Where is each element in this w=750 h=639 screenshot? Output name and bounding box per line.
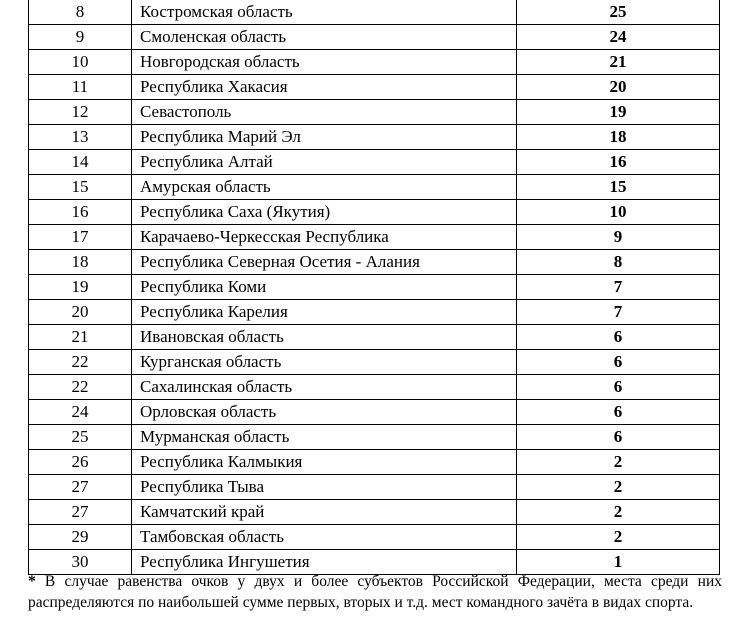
table-row: [29, 375, 720, 400]
place-cell: 30: [29, 550, 132, 575]
points-cell: 20: [517, 75, 720, 100]
region-cell: Курганская область: [132, 350, 517, 375]
ranking-table-container: [28, 0, 720, 575]
footnote-marker: *: [28, 573, 36, 590]
table-row: [29, 175, 720, 200]
table-row: [29, 25, 720, 50]
points-cell: 24: [517, 25, 720, 50]
footnote: [28, 572, 722, 613]
points-cell: 7: [517, 275, 720, 300]
points-cell: 2: [517, 525, 720, 550]
region-cell: Мурманская область: [132, 425, 517, 450]
points-cell: 6: [517, 350, 720, 375]
region-cell: Карачаево-Черкесская Республика: [132, 225, 517, 250]
region-cell: Республика Алтай: [132, 150, 517, 175]
place-cell: 8: [29, 0, 132, 25]
region-cell: Республика Карелия: [132, 300, 517, 325]
place-cell: 15: [29, 175, 132, 200]
region-cell: Тамбовская область: [132, 525, 517, 550]
place-cell: 17: [29, 225, 132, 250]
points-cell: 19: [517, 100, 720, 125]
region-cell: Республика Хакасия: [132, 75, 517, 100]
points-cell: 6: [517, 325, 720, 350]
table-row: [29, 150, 720, 175]
region-cell: Республика Калмыкия: [132, 450, 517, 475]
table-row: [29, 400, 720, 425]
points-cell: 18: [517, 125, 720, 150]
place-cell: 27: [29, 475, 132, 500]
table-row: [29, 350, 720, 375]
points-cell: 10: [517, 200, 720, 225]
points-cell: 25: [517, 0, 720, 25]
table-row: [29, 0, 720, 25]
points-cell: 6: [517, 400, 720, 425]
place-cell: 10: [29, 50, 132, 75]
region-cell: Республика Тыва: [132, 475, 517, 500]
points-cell: 6: [517, 375, 720, 400]
place-cell: 22: [29, 350, 132, 375]
place-cell: 29: [29, 525, 132, 550]
place-cell: 27: [29, 500, 132, 525]
table-row: [29, 325, 720, 350]
table-row: [29, 500, 720, 525]
table-row: [29, 550, 720, 575]
region-cell: Республика Саха (Якутия): [132, 200, 517, 225]
region-cell: Камчатский край: [132, 500, 517, 525]
points-cell: 9: [517, 225, 720, 250]
table-row: [29, 275, 720, 300]
place-cell: 13: [29, 125, 132, 150]
region-cell: Сахалинская область: [132, 375, 517, 400]
place-cell: 14: [29, 150, 132, 175]
region-cell: Республика Ингушетия: [132, 550, 517, 575]
place-cell: 11: [29, 75, 132, 100]
table-row: [29, 300, 720, 325]
points-cell: 16: [517, 150, 720, 175]
table-row: [29, 125, 720, 150]
ranking-table-body: [29, 0, 720, 575]
region-cell: Орловская область: [132, 400, 517, 425]
table-row: [29, 525, 720, 550]
points-cell: 1: [517, 550, 720, 575]
place-cell: 21: [29, 325, 132, 350]
place-cell: 9: [29, 25, 132, 50]
region-cell: Костромская область: [132, 0, 517, 25]
region-cell: Республика Северная Осетия - Алания: [132, 250, 517, 275]
place-cell: 12: [29, 100, 132, 125]
points-cell: 2: [517, 450, 720, 475]
points-cell: 6: [517, 425, 720, 450]
table-row: [29, 225, 720, 250]
region-cell: Севастополь: [132, 100, 517, 125]
place-cell: 25: [29, 425, 132, 450]
place-cell: 16: [29, 200, 132, 225]
place-cell: 19: [29, 275, 132, 300]
place-cell: 20: [29, 300, 132, 325]
region-cell: Новгородская область: [132, 50, 517, 75]
points-cell: 21: [517, 50, 720, 75]
footnote-text: В случае равенства очков у двух и более субъектов Российской Федерации, места среди них распределяются по наибольшей сумме первых, вторых и т.д. мест командного зачёта в видах спорта.: [28, 573, 722, 611]
table-row: [29, 475, 720, 500]
place-cell: 22: [29, 375, 132, 400]
points-cell: 2: [517, 475, 720, 500]
table-row: [29, 425, 720, 450]
place-cell: 24: [29, 400, 132, 425]
table-row: [29, 450, 720, 475]
table-row: [29, 75, 720, 100]
points-cell: 7: [517, 300, 720, 325]
place-cell: 18: [29, 250, 132, 275]
table-row: [29, 250, 720, 275]
table-row: [29, 100, 720, 125]
table-row: [29, 200, 720, 225]
points-cell: 2: [517, 500, 720, 525]
region-cell: Амурская область: [132, 175, 517, 200]
place-cell: 26: [29, 450, 132, 475]
table-row: [29, 50, 720, 75]
region-cell: Ивановская область: [132, 325, 517, 350]
region-cell: Республика Марий Эл: [132, 125, 517, 150]
region-cell: Республика Коми: [132, 275, 517, 300]
points-cell: 15: [517, 175, 720, 200]
region-cell: Смоленская область: [132, 25, 517, 50]
points-cell: 8: [517, 250, 720, 275]
ranking-table: [28, 0, 720, 575]
